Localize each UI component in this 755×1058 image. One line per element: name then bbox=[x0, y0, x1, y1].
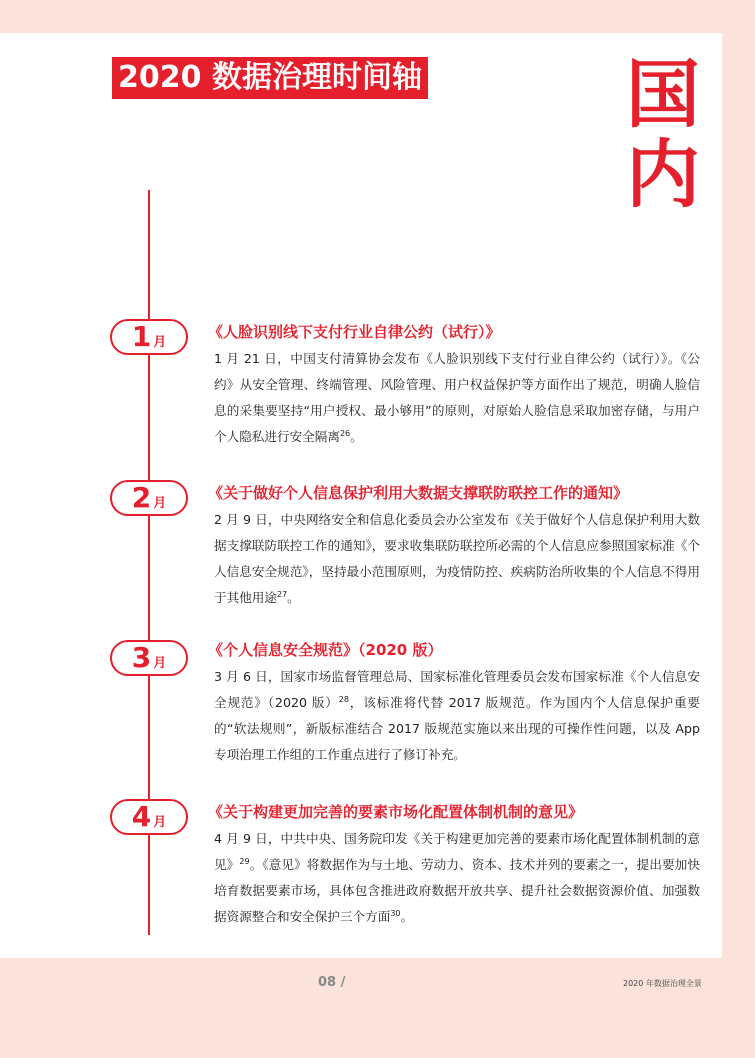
entry-body: 2 月 9 日，中央网络安全和信息化委员会办公室发布《关于做好个人信息保护利用大数据支撑联防联控工作的通知》，要求收集联防联控所必需的个人信息应参照国家标准《个人信息安全规范》，坚持最小范围原则，为疫情防控、疾病防治所收集的个人信息不得用于其他用途$^{27}$。 bbox=[214, 512, 700, 605]
entry-heading: 《人脸识别线下支付行业自律公约（试行）》 bbox=[208, 323, 501, 341]
footnote-ref[interactable]: 26 bbox=[339, 428, 351, 438]
month-unit: 月 bbox=[153, 656, 167, 671]
footnote-ref[interactable]: 27 bbox=[276, 589, 288, 599]
month-unit: 月 bbox=[153, 335, 167, 350]
month-badge-jan bbox=[110, 319, 188, 355]
month-number: 2 bbox=[131, 481, 152, 514]
timeline-entry-mar bbox=[208, 640, 700, 768]
month-number: 1 bbox=[131, 320, 152, 353]
page-title: 2020 数据治理时间轴 bbox=[112, 57, 428, 99]
page-number: 08 / bbox=[318, 975, 346, 990]
footnote-ref[interactable]: 30 bbox=[390, 908, 401, 918]
month-badge-apr bbox=[110, 799, 188, 835]
entry-body: 1 月 21 日，中国支付清算协会发布《人脸识别线下支付行业自律公约（试行）》。《公约》从安全管理、终端管理、风险管理、用户权益保护等方面作出了规范，明确人脸信息的采集要坚持“用户授权、最小够用”的原则，对原始人脸信息采取加密存储，与用户个人隐私进行安全隔离$^{26}$。 bbox=[214, 351, 700, 444]
footnote-ref[interactable]: 29 bbox=[239, 856, 250, 866]
timeline-entry-jan bbox=[208, 322, 700, 450]
month-badge-feb bbox=[110, 480, 188, 516]
entry-heading: 《个人信息安全规范》（2020 版） bbox=[208, 641, 443, 659]
month-unit: 月 bbox=[153, 815, 167, 830]
month-unit: 月 bbox=[153, 496, 167, 511]
month-badge-mar bbox=[110, 640, 188, 676]
entry-heading: 《关于做好个人信息保护利用大数据支撑联防联控工作的通知》 bbox=[208, 484, 629, 502]
footnote-ref[interactable]: 28 bbox=[338, 694, 349, 704]
month-number: 3 bbox=[131, 641, 152, 674]
timeline-entry-apr bbox=[208, 802, 700, 930]
entry-heading: 《关于构建更加完善的要素市场化配置体制机制的意见》 bbox=[208, 803, 584, 821]
document-title: 2020 年数据治理全景 bbox=[623, 979, 702, 988]
entry-body: 4 月 9 日，中共中央、国务院印发《关于构建更加完善的要素市场化配置体制机制的意见》$^{29}$。《意见》将数据作为与土地、劳动力、资本、技术并列的要素之一，提出要加快培育数据要素市场，具体包含推进政府数据开放共享、提升社会数据资源价值、加强数据资源整合和安全保护三个方面$^{30}$。 bbox=[214, 831, 700, 924]
entry-body: 3 月 6 日，国家市场监督管理总局、国家标准化管理委员会发布国家标准《个人信息安全规范》（2020 版）$^{28}$，该标准将代替 2017 版规范。作为国内个人信息保护重要的“软法规则”，新版标准结合 2017 版规范实施以来出现的可操作性问题，以及 App 专项治理工作组的工作重点进行了修订补充。 bbox=[214, 669, 700, 762]
timeline-entry-feb bbox=[208, 483, 700, 611]
section-label: 国内 bbox=[626, 52, 700, 218]
month-number: 4 bbox=[131, 800, 152, 833]
